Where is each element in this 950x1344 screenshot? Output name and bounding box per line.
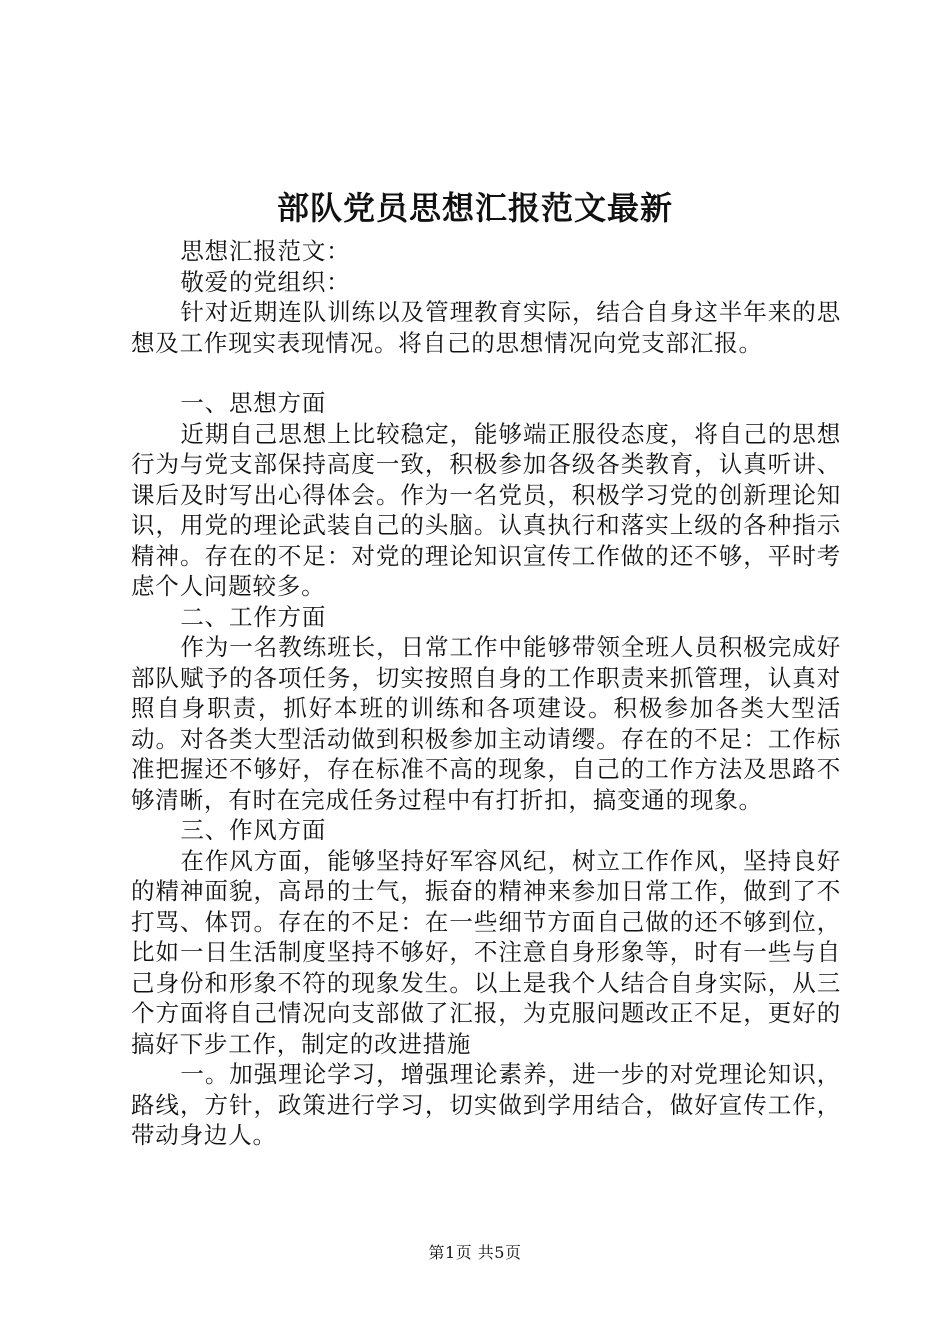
page-footer: 第1页 共5页 — [428, 1243, 522, 1262]
paragraph-thought: 近期自己思想上比较稳定，能够端正服役态度，将自己的思想行为与党支部保持高度一致，积极参加各级各类教育，认真听讲、课后及时写出心得体会。作为一名党员，积极学习党的创新理论知识，用党的理论武装自己的头脑。认真执行和落实上级的各种指示精神。存在的不足：对党的理论知识宣传工作做的还不够，平时考虑个人问题较多。 — [131, 419, 841, 600]
paragraph-work: 作为一名教练班长，日常工作中能够带领全班人员积极完成好部队赋予的各项任务，切实按照自身的工作职责来抓管理，认真对照自身职责，抓好本班的训练和各项建设。积极参加各类大型活动。对各类大型活动做到积极参加主动请缨。存在的不足：工作标准把握还不够好，存在标准不高的现象，自己的工作方法及思路不够清晰，有时在完成任务过程中有打折扣，搞变通的现象。 — [131, 633, 841, 814]
section-heading-thought: 一、思想方面 — [180, 389, 327, 417]
section-heading-style: 三、作风方面 — [180, 816, 327, 844]
paragraph-style: 在作风方面，能够坚持好军容风纪，树立工作作风，坚持良好的精神面貌，高昂的士气，振奋的精神来参加日常工作，做到了不打骂、体罚。存在的不足：在一些细节方面自己做的还不够到位，比如一日生活制度坚持不够好，不注意自身形象等，时有一些与自己身份和形象不符的现象发生。以上是我个人结合自身实际，从三个方面将自己情况向支部做了汇报，为克服问题改正不足，更好的搞好下步工作，制定的改进措施 — [131, 846, 841, 1058]
paragraph-heading-label: 思想汇报范文： — [180, 237, 351, 265]
document-title: 部队党员思想汇报范文最新 — [276, 189, 673, 227]
paragraph-intro: 针对近期连队训练以及管理教育实际，结合自身这半年来的思想及工作现实表现情况。将自己的思想情况向党支部汇报。 — [131, 298, 841, 357]
document-body — [131, 236, 841, 1151]
paragraph-salutation: 敬爱的党组织： — [180, 267, 351, 296]
section-heading-work: 二、工作方面 — [180, 602, 327, 631]
paragraph-measure-one: 一。加强理论学习，增强理论素养，进一步的对党理论知识，路线，方针，政策进行学习，切实做到学用结合，做好宣传工作，带动身边人。 — [131, 1060, 841, 1149]
